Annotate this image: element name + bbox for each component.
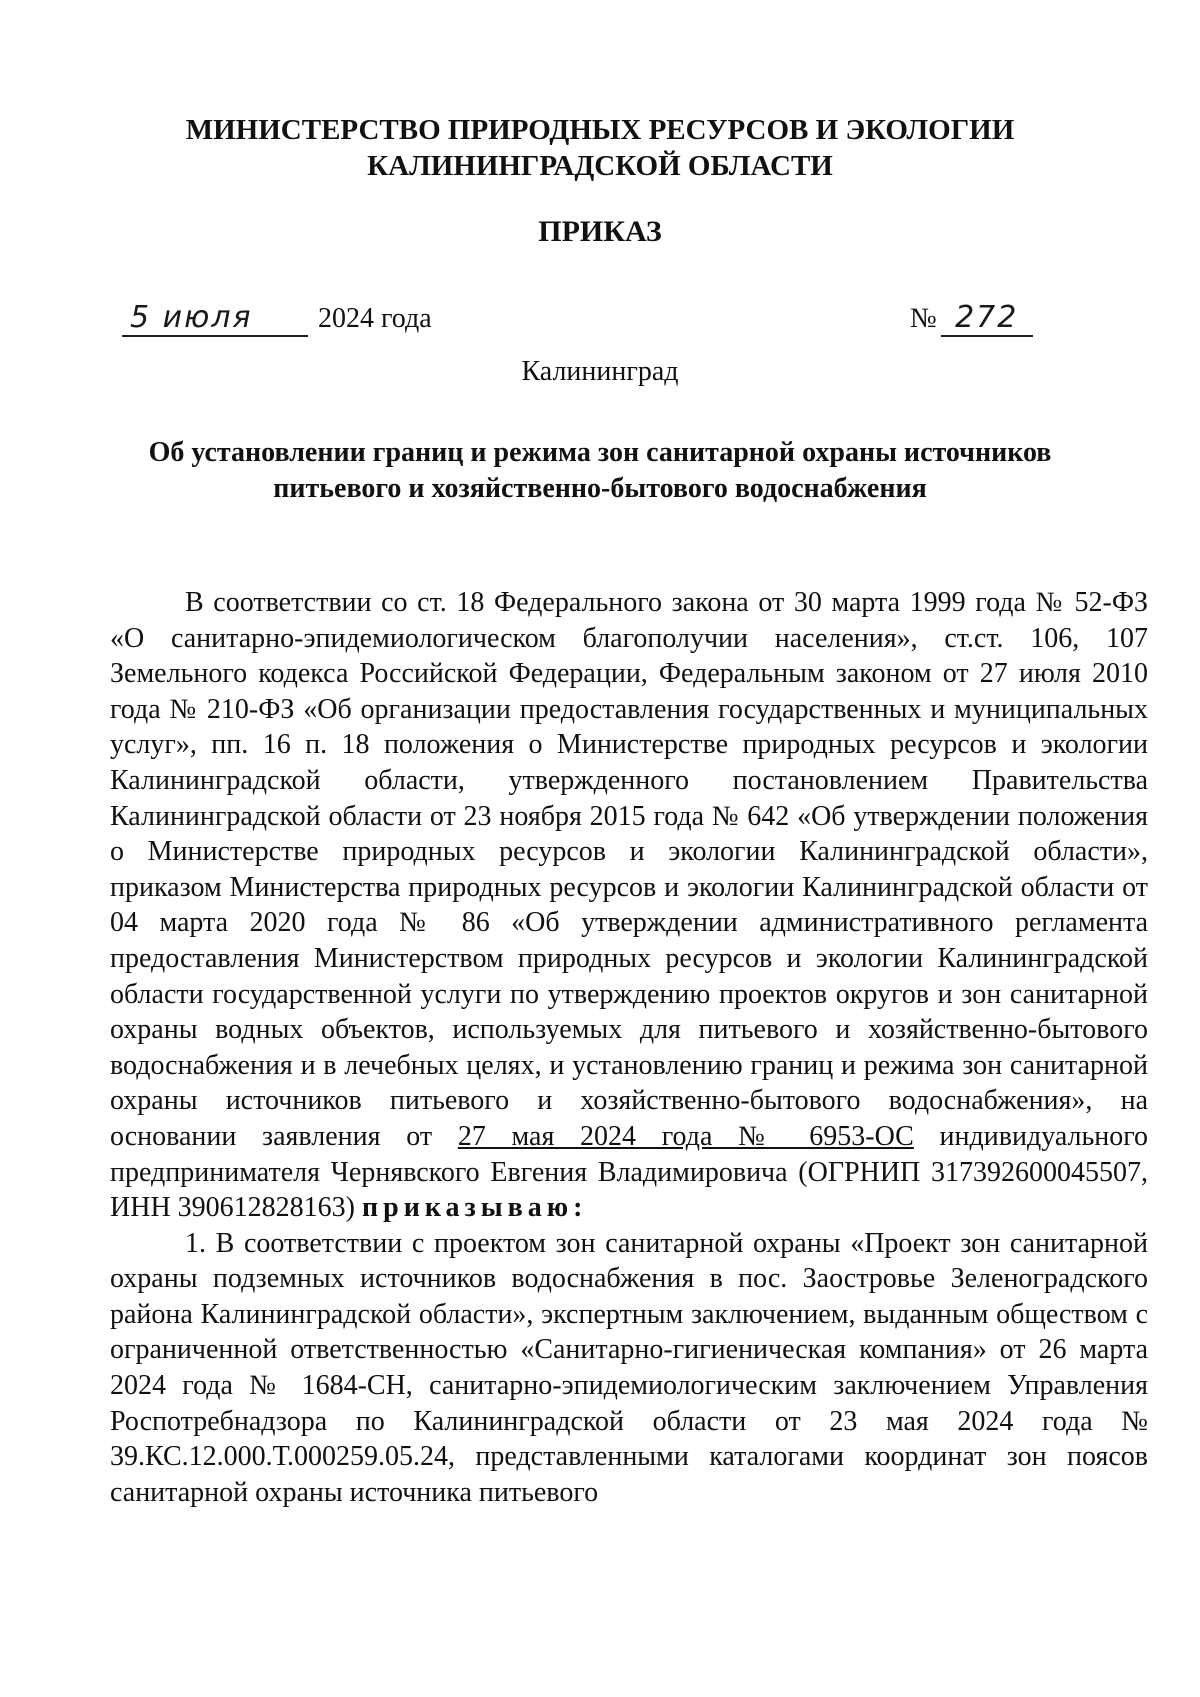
application-reference: 27 мая 2024 года № 6953-ОС [457, 1120, 914, 1152]
date-year: 2024 года [318, 303, 432, 334]
order-subject [0, 435, 1200, 507]
preamble-text: В соответствии со ст. 18 Федерального закона от 30 марта 1999 года № 52-ФЗ «О санитарно-эпидемиологическом благополучии населения», ст.ст. 106, 107 Земельного кодекса Российской Федерации, Федеральным законом от 27 июля 2010 года № 210-ФЗ «Об организации предоставления государственных и муниципальных услуг», пп. 16 п. 18 положения о Министерстве природных ресурсов и экологии Калининградской области, утвержденного постановлением Правительства Калининградской области от 23 ноября 2015 года № 642 «Об утверждении положения о Министерстве природных ресурсов и экологии Калининградской области», приказом Министерства природных ресурсов и экологии Калининградской области от 04 марта 2020 года № 86 «Об утверждении административного регламента предоставления Министерством природных ресурсов и экологии Калининградской области государственной услуги по утверждению проектов округов и зон санитарной охраны водных объектов, используемых для питьевого и хозяйственно-бытового водоснабжения и в лечебных целях, и установлению границ и режима зон санитарной охраны источников питьевого и хозяйственно-бытового водоснабжения», на основании заявления от [110, 587, 1148, 1152]
handwritten-date: 5 июля [122, 300, 308, 337]
document-type-title: ПРИКАЗ [538, 215, 662, 248]
preamble-text-cont: индивидуального предпринимателя Чернявского Евгения Владимировича (ОГРНИП 317392600045507, ИНН 390612828163) [110, 1120, 1149, 1224]
number-label: № [910, 303, 937, 334]
ministry-name-line1: МИНИСТЕРСТВО ПРИРОДНЫХ РЕСУРСОВ И ЭКОЛОГИИ [185, 114, 1015, 146]
order-date [122, 300, 722, 344]
order-body [110, 585, 1148, 1510]
subject-line2: питьевого и хозяйственно-бытового водоснабжения [273, 473, 927, 504]
city-name: Калининград [521, 356, 679, 387]
order-command: приказываю: [362, 1192, 588, 1224]
handwritten-number: 272 [941, 300, 1033, 337]
subject-line1: Об установлении границ и режима зон санитарной охраны источников [148, 437, 1052, 468]
order-number [910, 300, 1160, 344]
ministry-name-line2: КАЛИНИНГРАДСКОЙ ОБЛАСТИ [367, 150, 833, 182]
preamble-paragraph [110, 585, 1148, 1226]
clause-1-paragraph: 1. В соответствии с проектом зон санитарной охраны «Проект зон санитарной охраны подземных источников водоснабжения в пос. Заостровье Зеленоградского района Калининградской области», экспертным заключением, выданным обществом с ограниченной ответственностью «Санитарно-гигиеническая компания» от 26 марта 2024 года № 1684-СН, санитарно-эпидемиологическим заключением Управления Роспотребнадзора по Калининградской области от 23 мая 2024 года № 39.КС.12.000.Т.000259.05.24, представленными каталогами координат зон поясов санитарной охраны источника питьевого [110, 1227, 1148, 1508]
